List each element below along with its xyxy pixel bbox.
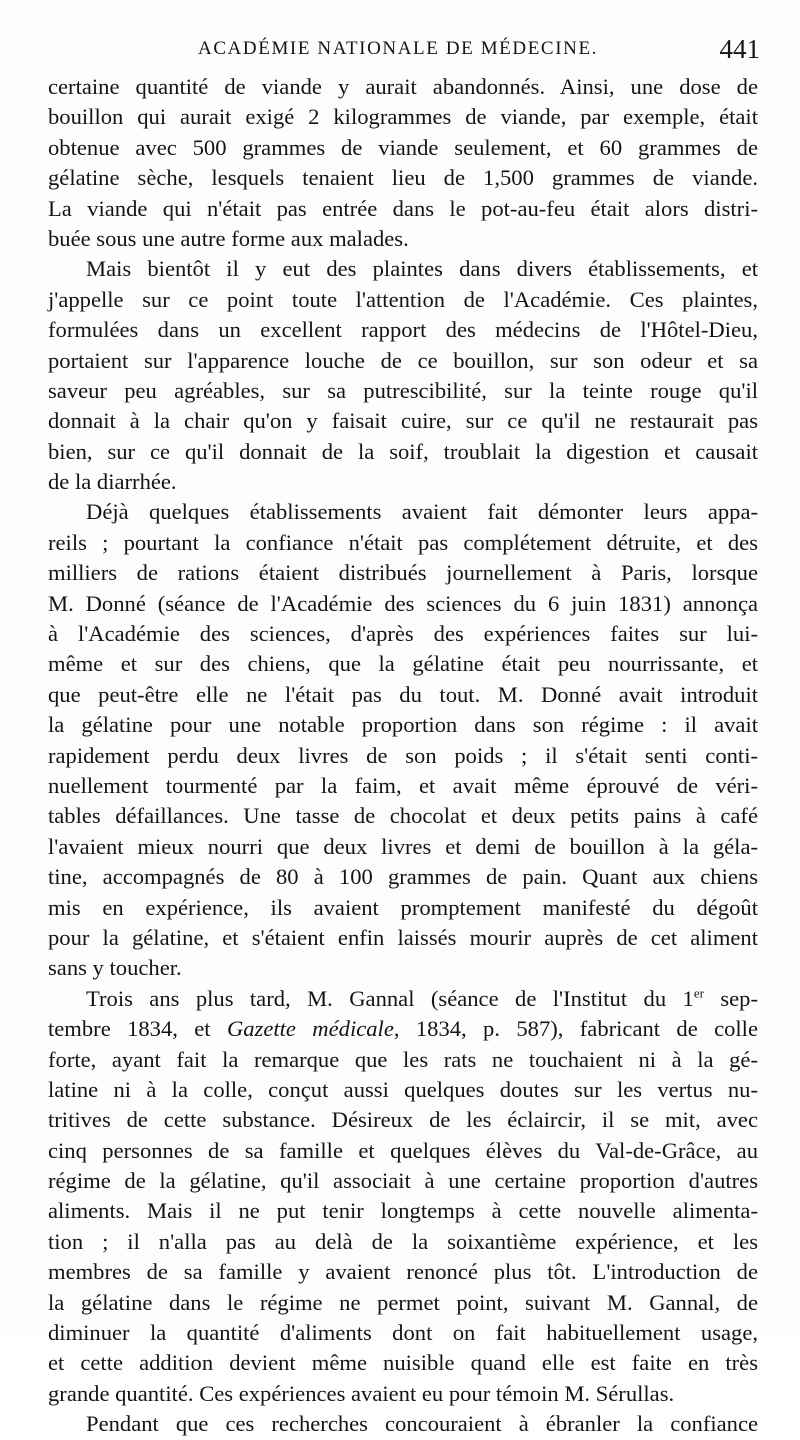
text-line: portaient sur l'apparence louche de ce bouillon, sur son odeur et sa bbox=[48, 347, 758, 373]
ordinal-superscript: er bbox=[693, 985, 704, 1001]
text-line: à l'Académie des sciences, d'après des expériences faites sur lui- bbox=[48, 621, 758, 647]
running-title: ACADÉMIE NATIONALE DE MÉDECINE. bbox=[198, 38, 598, 59]
paragraph-start-line: Déjà quelques établissements avaient fait démonter leurs appa- bbox=[86, 499, 758, 525]
text-segment: , 1834, p. 587), fabricant de colle bbox=[393, 1016, 758, 1042]
text-line: tritives de cette substance. Désireux de les éclaircir, il se mit, avec bbox=[48, 1107, 758, 1133]
text-line: forte, ayant fait la remarque que les rats ne touchaient ni à la gé- bbox=[48, 1046, 758, 1072]
text-line: reils ; pourtant la confiance n'était pas complétement détruite, et des bbox=[48, 529, 758, 555]
text-line: et cette addition devient même nuisible quand elle est faite en très bbox=[48, 1350, 758, 1376]
text-line: buée sous une autre forme aux malades. bbox=[48, 225, 409, 251]
text-line: M. Donné (séance de l'Académie des sciences du 6 juin 1831) annonça bbox=[48, 590, 758, 616]
text-line: obtenue avec 500 grammes de viande seulement, et 60 grammes de bbox=[48, 134, 758, 160]
text-line: cinq personnes de sa famille et quelques élèves du Val-de-Grâce, au bbox=[48, 1137, 758, 1163]
text-line: formulées dans un excellent rapport des médecins de l'Hôtel-Dieu, bbox=[48, 317, 758, 343]
text-line: j'appelle sur ce point toute l'attention de l'Académie. Ces plaintes, bbox=[48, 286, 758, 312]
text-line: tables défaillances. Une tasse de chocolat et deux petits pains à café bbox=[48, 803, 758, 829]
text-line: grande quantité. Ces expériences avaient eu pour témoin M. Sérullas. bbox=[48, 1380, 675, 1406]
text-line: que peut-être elle ne l'était pas du tout. M. Donné avait introduit bbox=[48, 681, 758, 707]
text-line: pour la gélatine, et s'étaient enfin laissés mourir auprès de cet aliment bbox=[48, 924, 758, 950]
text-line: nuellement tourmenté par la faim, et avait même éprouvé de véri- bbox=[48, 772, 758, 798]
text-segment: sep- bbox=[703, 985, 758, 1011]
text-line: mis en expérience, ils avaient promptement manifesté du dégoût bbox=[48, 894, 758, 920]
text-line: de la diarrhée. bbox=[48, 469, 177, 495]
text-line: membres de sa famille y avaient renoncé plus tôt. L'introduction de bbox=[48, 1259, 758, 1285]
text-line: bien, sur ce qu'il donnait de la soif, troublait la digestion et causait bbox=[48, 438, 758, 464]
text-line: milliers de rations étaient distribués journellement à Paris, lorsque bbox=[48, 560, 758, 586]
text-line: sans y toucher. bbox=[48, 955, 182, 981]
text-line: gélatine sèche, lesquels tenaient lieu de 1,500 grammes de viande. bbox=[48, 165, 758, 191]
text-line: donnait à la chair qu'on y faisait cuire, sur ce qu'il ne restaurait pas bbox=[48, 408, 758, 434]
paragraph-start-line bbox=[48, 984, 758, 1014]
text-line: l'avaient mieux nourri que deux livres et demi de bouillon à la géla- bbox=[48, 833, 758, 859]
text-line: rapidement perdu deux livres de son poids ; il s'était senti conti- bbox=[48, 742, 758, 768]
text-line: tine, accompagnés de 80 à 100 grammes de pain. Quant aux chiens bbox=[48, 864, 758, 890]
text-line: latine ni à la colle, conçut aussi quelques doutes sur les vertus nu- bbox=[48, 1076, 758, 1102]
page-number: 441 bbox=[719, 34, 760, 64]
text-segment: Trois ans plus tard, M. Gannal (séance de l'Institut du 1 bbox=[86, 985, 694, 1011]
text-line: saveur peu agréables, sur sa putrescibilité, sur la teinte rouge qu'il bbox=[48, 377, 758, 403]
text-line: certaine quantité de viande y aurait abandonnés. Ainsi, une dose de bbox=[48, 74, 758, 99]
paragraph-start-line: Mais bientôt il y eut des plaintes dans divers établissements, et bbox=[86, 256, 758, 282]
text-line: tion ; il n'alla pas au delà de la soixantième expérience, et les bbox=[48, 1228, 758, 1254]
paragraph-start-line: Pendant que ces recherches concouraient à ébranler la confiance bbox=[86, 1411, 758, 1437]
text-line: diminuer la quantité d'aliments dont on fait habituellement usage, bbox=[48, 1320, 758, 1346]
text-line: aliments. Mais il ne put tenir longtemps à cette nouvelle alimenta- bbox=[48, 1198, 758, 1224]
text-line: même et sur des chiens, que la gélatine était peu nourrissante, et bbox=[48, 651, 758, 677]
text-line: La viande qui n'était pas entrée dans le pot-au-feu était alors distri- bbox=[48, 195, 758, 221]
text-line: bouillon qui aurait exigé 2 kilogrammes de viande, par exemple, était bbox=[48, 104, 758, 130]
journal-title: Gazette médicale bbox=[226, 1016, 394, 1042]
text-line: la gélatine pour une notable proportion dans son régime : il avait bbox=[48, 712, 758, 738]
text-line: régime de la gélatine, qu'il associait à une certaine proportion d'autres bbox=[48, 1168, 758, 1194]
text-line: la gélatine dans le régime ne permet point, suivant M. Gannal, de bbox=[48, 1289, 758, 1315]
body-text bbox=[48, 72, 758, 1440]
text-segment: tembre 1834, et bbox=[48, 1016, 227, 1042]
running-head bbox=[48, 34, 760, 64]
text-line bbox=[48, 1014, 758, 1044]
